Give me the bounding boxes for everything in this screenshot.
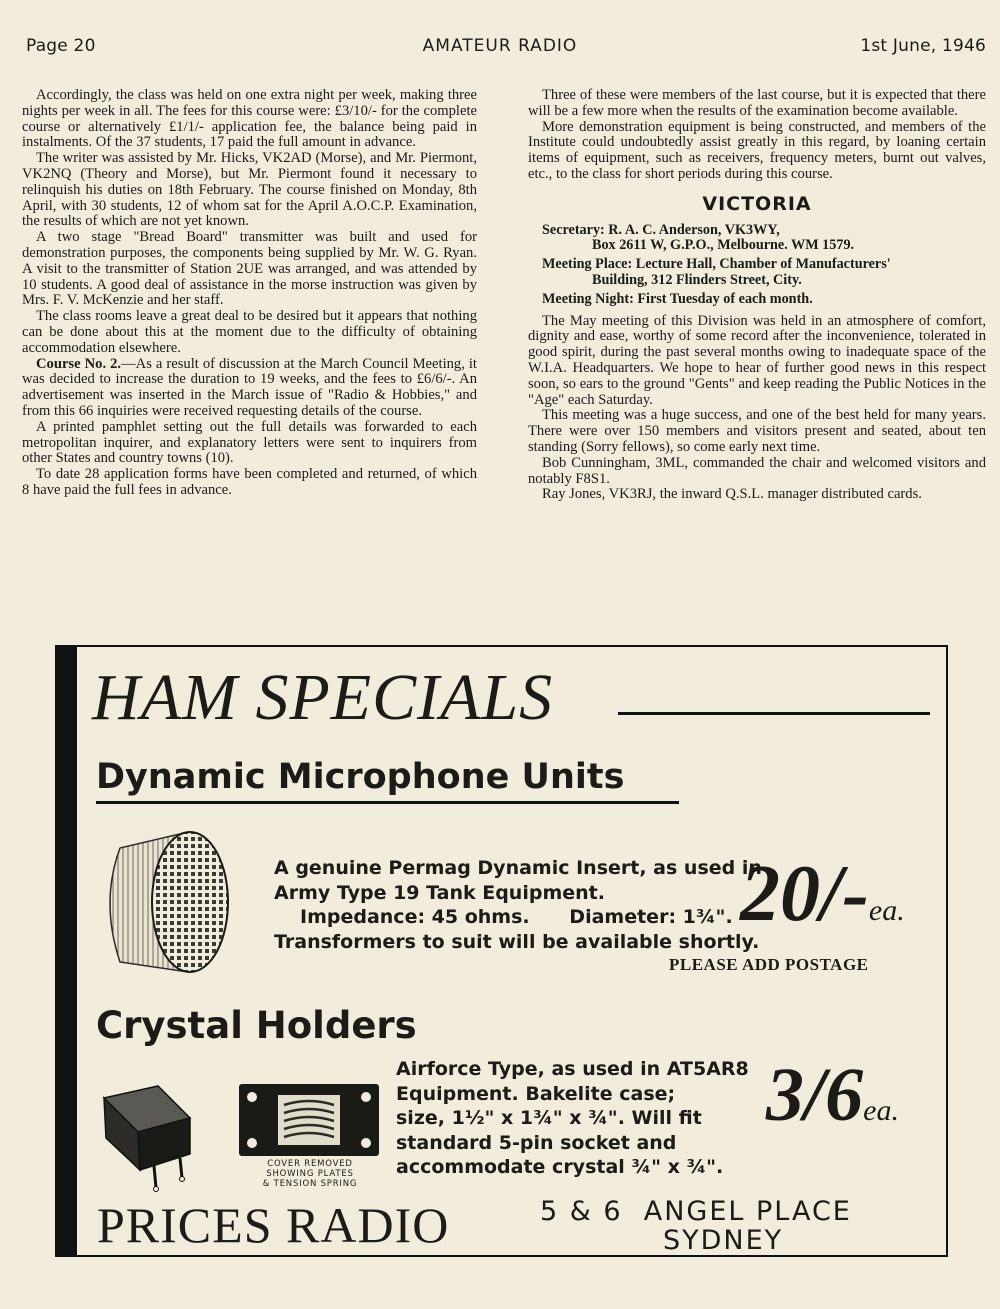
right-column [528, 88, 986, 503]
paragraph: This meeting was a huge success, and one of the best held for many years. There were over 150 members and visitors present and seated, about ten standing (Sorry fellows), so come early next time. [528, 407, 986, 455]
crystal-holder-illustration [98, 1082, 198, 1192]
title-rule [618, 712, 930, 715]
course-two-lead: Course No. 2. [36, 355, 122, 372]
page-number: Page 20 [26, 36, 96, 56]
plates-caption [242, 1159, 378, 1189]
ad-title: HAM SPECIALS [92, 661, 554, 734]
price-value: 20/- [740, 850, 869, 938]
caption-line: & TENSION SPRING [262, 1179, 358, 1189]
microphone-heading: Dynamic Microphone Units [96, 757, 625, 797]
paragraph: The May meeting of this Division was held in an atmosphere of comfort, dignity and ease, worthy of some record after the inconvenience, tolerated in good spirit, during the past several months owing to inadequate space of the W.I.A. Headquarters. We hope to hear of further good news in this respect soon, so ears to the ground "Gents" and keep reading the Public Notices in the "Age" each Saturday. [528, 312, 986, 408]
crystal-description [396, 1057, 749, 1180]
caption-line: COVER REMOVED [267, 1159, 353, 1169]
description-line: Equipment. Bakelite case; [396, 1082, 676, 1105]
company-address [540, 1197, 930, 1255]
price-unit: ea. [863, 1094, 899, 1127]
address-line: 5 & 6 ANGEL PLACE [540, 1196, 852, 1227]
address-city: SYDNEY [663, 1225, 784, 1256]
heading-underline [96, 801, 679, 804]
description-line: Airforce Type, as used in AT5AR8 [396, 1058, 749, 1080]
secretary-address: Box 2611 W, G.P.O., Melbourne. WM 1579. [592, 237, 855, 254]
paragraph: A printed pamphlet setting out the full details was forwarded to each metropolitan inquirer, and explanatory letters were sent to inquirers from other States and country towns (10). [22, 418, 477, 467]
paragraph: Accordingly, the class was held on one extra night per week, making three nights per week in all. The fees for this course were: £3/10/- for the complete course or alternatively £1/1/- application fee, the balance being paid in instalments. Of the 37 students, 17 paid the full amount in advance. [22, 87, 477, 151]
paragraph: Ray Jones, VK3RJ, the inward Q.S.L. manager distributed cards. [542, 486, 922, 503]
description-line: standard 5-pin socket and [396, 1131, 677, 1154]
paragraph: A two stage "Bread Board" transmitter was built and used for demonstration purposes, the components being supplied by Mr. W. G. Ryan. A visit to the transmitter of Station 2UE was arranged, and was attended by 10 students. A good deal of assistance in the morse instruction was given by Mrs. F. V. McKenzie and her staff. [22, 229, 477, 309]
paragraph [22, 357, 477, 420]
description-line: Transformers to suit will be available shortly. [274, 930, 760, 953]
paragraph: The class rooms leave a great deal to be desired but it appears that nothing can be done about this at the moment due to the difficulty of obtaining accommodation elsewhere. [22, 308, 477, 356]
paragraph: More demonstration equipment is being constructed, and members of the Institute could undoubtedly assist greatly in this regard, by loaning certain items of equipment, such as receivers, frequency meters, burnt out valves, etc., to the class for short periods during this course. [528, 118, 986, 182]
price-unit: ea. [868, 894, 905, 927]
crystal-price [766, 1053, 899, 1153]
company-name: PRICES RADIO [97, 1197, 450, 1253]
description-line: accommodate crystal ¾" x ¾". [396, 1156, 724, 1178]
meeting-night-info: Meeting Night: First Tuesday of each month. [542, 290, 813, 307]
paragraph: Bob Cunningham, 3ML, commanded the chair and welcomed visitors and notably F8S1. [528, 454, 986, 487]
section-heading-victoria: VICTORIA [702, 192, 812, 215]
description-line: size, 1½" x 1¾" x ¾". Will fit [396, 1107, 702, 1129]
paragraph-text: —As a result of discussion at the March Council Meeting, it was decided to increase the duration to 19 weeks, and the fees to £6/6/-. An advertisement was inserted in the March issue of "Radio & Hobbies," and from this 66 inquiries were received requesting details of the course. [22, 355, 477, 419]
crystal-holders-heading: Crystal Holders [96, 1004, 417, 1047]
meeting-place-info [542, 257, 986, 289]
price-value: 3/6 [766, 1053, 864, 1137]
paragraph: Three of these were members of the last course, but it is expected that there will be a few more when the results of the examination become available. [528, 87, 986, 119]
paragraph: To date 28 application forms have been completed and returned, of which 8 have paid the full fees in advance. [22, 466, 477, 498]
microphone-price [740, 852, 905, 953]
crystal-plates-illustration [238, 1083, 380, 1157]
left-column [22, 88, 477, 499]
meeting-place-address: Building, 312 Flinders Street, City. [592, 271, 802, 288]
issue-date: 1st June, 1946 [860, 36, 986, 56]
caption-line: SHOWING PLATES [266, 1169, 354, 1179]
microphone-illustration [92, 822, 242, 982]
meeting-place-line: Meeting Place: Lecture Hall, Chamber of Manufacturers' [542, 256, 891, 273]
paragraph: The writer was assisted by Mr. Hicks, VK2AD (Morse), and Mr. Piermont, VK2NQ (Theory and Morse), but Mr. Piermont found it necessary to relinquish his duties on 18th February. The course finished on Monday, 8th April, with 30 students, 12 of whom sat for the April A.O.C.P. Examination, the results of which are not yet known. [22, 150, 477, 230]
description-line: Army Type 19 Tank Equipment. [274, 881, 605, 904]
description-line: Impedance: 45 ohms. Diameter: 1¾". [300, 906, 733, 928]
secretary-line: Secretary: R. A. C. Anderson, VK3WY, [542, 221, 780, 238]
description-line: A genuine Permag Dynamic Insert, as used in [274, 857, 762, 879]
magazine-title: AMATEUR RADIO [422, 36, 578, 56]
microphone-description [274, 856, 762, 954]
secretary-info [542, 223, 986, 255]
postage-note: PLEASE ADD POSTAGE [669, 955, 869, 974]
